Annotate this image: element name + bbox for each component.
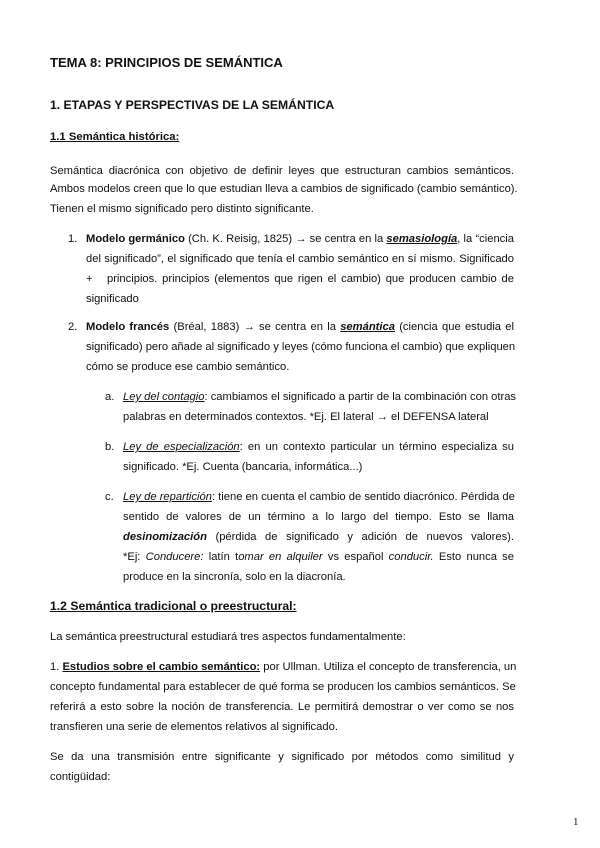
document-title: TEMA 8: PRINCIPIOS DE SEMÁNTICA [50, 55, 283, 70]
subheading-1-1: 1.1 Semántica histórica: [50, 131, 180, 143]
law-distribution-line-2: sentido de valores de un término a lo largo del tiempo. Esto se llama [123, 511, 514, 523]
transmission-line-1: Se da una transmisión entre significante y significado por métodos como similitud y [50, 751, 514, 763]
law-distribution-line-3: desinomización (pérdida de significado y adición de nuevos valores). [123, 531, 514, 543]
germanic-line-1: Modelo germánico (Ch. K. Reisig, 1825) → se centra en la semasiología, la “ciencia [86, 233, 514, 245]
law-specialization-line-2: significado. *Ej. Cuenta (bancaria, informática...) [123, 461, 363, 473]
intro-line-3: Tienen el mismo significado pero distinto significante. [50, 203, 314, 215]
transmission-line-2: contigüidad: [50, 771, 111, 783]
intro-line-1: Semántica diacrónica con objetivo de definir leyes que estructuran cambios semánticos. [50, 165, 514, 177]
preestructural-intro: La semántica preestructural estudiará tres aspectos fundamentalmente: [50, 631, 406, 643]
sublist-letter-b: b. [105, 441, 115, 453]
section-heading-1: 1. ETAPAS Y PERSPECTIVAS DE LA SEMÁNTICA [50, 98, 335, 112]
study-1-line-3: referirá a esto sobre la noción de transferencia. Le permitirá demostrar o ver como se nos [50, 701, 514, 713]
page-number: 1 [573, 816, 579, 828]
subheading-1-2: 1.2 Semántica tradicional o preestructural: [50, 599, 297, 613]
study-1-line-1: 1. Estudios sobre el cambio semántico: por Ullman. Utiliza el concepto de transferencia, un [50, 661, 517, 673]
law-distribution-line-1: Ley de repartición: tiene en cuenta el cambio de sentido diacrónico. Pérdida de [123, 491, 515, 503]
french-line-2: significado) pero añade al significado y leyes (cómo funciona el cambio) que expliquen [86, 341, 516, 353]
french-line-1: Modelo francés (Bréal, 1883) → se centra en la semántica (ciencia que estudia el [86, 321, 515, 333]
sublist-letter-c: c. [105, 491, 114, 503]
french-line-3: cómo se produce ese cambio semántico. [86, 361, 290, 373]
law-distribution-line-5: produce en la sincronía, solo en la diacronía. [123, 571, 346, 583]
law-specialization-line-1: Ley de especialización: en un contexto particular un término especializa su [123, 441, 514, 453]
germanic-line-3: + principios. principios (elementos que rigen el cambio) que producen cambio de [86, 273, 514, 285]
list-number-1: 1. [68, 233, 78, 245]
law-contagion-line-1: Ley del contagio: cambiamos el significado a partir de la combinación con otras [123, 391, 517, 403]
germanic-line-4: significado [86, 293, 139, 305]
germanic-line-2: del significado”, el significado que tenía el cambio semántico en sí mismo. Significado [86, 253, 514, 265]
sublist-letter-a: a. [105, 391, 115, 403]
study-1-line-4: transfieren una serie de elementos relativos al significado. [50, 721, 338, 733]
law-distribution-line-4: *Ej: Conducere: latín tomar en alquiler vs español conducir. Esto nunca se [123, 551, 514, 563]
law-contagion-line-2: palabras en determinados contextos. *Ej. El lateral → el DEFENSA lateral [123, 411, 489, 423]
study-1-line-2: concepto fundamental para establecer de qué forma se producen los cambios semánticos. Se [50, 681, 516, 693]
intro-line-2: Ambos modelos creen que lo que estudian lleva a cambios de significado (cambio semántico). [50, 183, 518, 195]
list-number-2: 2. [68, 321, 78, 333]
